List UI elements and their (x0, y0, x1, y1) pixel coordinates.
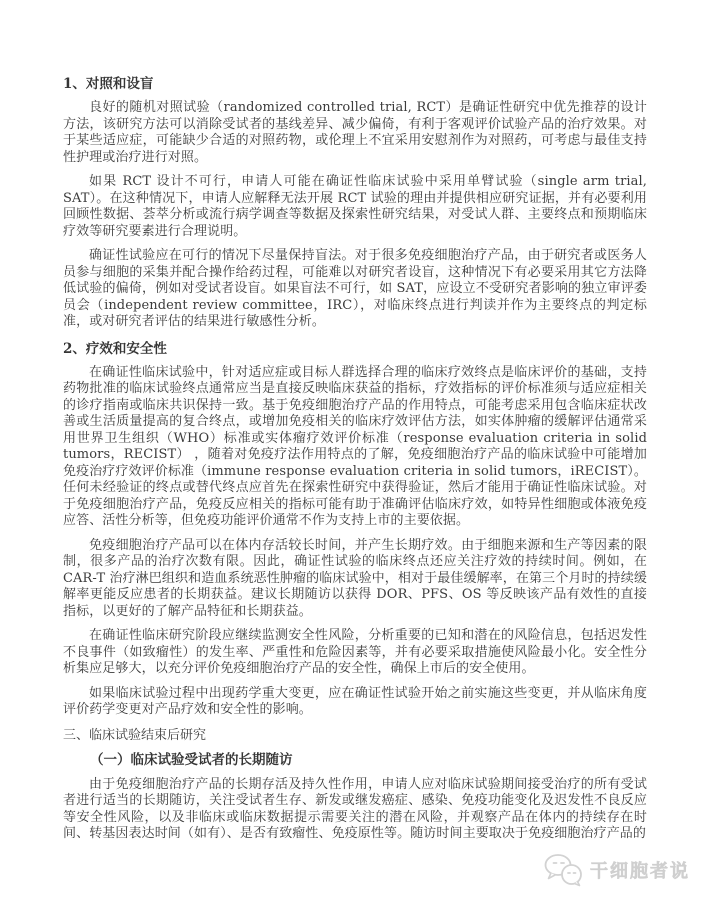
paragraph: 在确证性临床试验中，针对适应症或目标人群选择合理的临床疗效终点是临床评价的基础，支持药物批准的临床试验终点通常应当是直接反映临床获益的指标，疗效指标的评价标准须与适应症相关的诊疗指南或临床共识保持一致。基于免疫细胞治疗产品的作用特点，可能考虑采用包含临床症状改善或生活质量提高的复合终点，或增加免疫相关的临床疗效评估方法，如实体肿瘤的缓解评估通常采用世界卫生组织（WHO）标准或实体瘤疗效评价标准（response evaluation criteria in solid tumors，RECIST） ，随着对免疫疗法作用特点的了解，免疫细胞治疗产品的临床试验中可能增加免疫治疗疗效评价标准（immune response evaluation criteria in solid tumors，iRECIST）。任何未经验证的终点或替代终点应首先在探索性研究中获得验证，然后才能用于确证性临床试验。对于免疫细胞治疗产品，免疫反应相关的指标可能有助于准确评估临床疗效，如特异性细胞或体液免疫应答、活性分析等，但免疫功能评价通常不作为支持上市的主要依据。 (63, 364, 647, 528)
paragraph: 如果 RCT 设计不可行，申请人可能在确证性临床试验中采用单臂试验（single arm trial, SAT）。在这种情况下，申请人应解释无法开展 RCT 试验的理由并提供相应研究证据，并有必要利用回顾性数据、荟萃分析或流行病学调查等数据及探索性研究结果，对受试人群、主要终点和预期临床疗效等研究要素进行合理说明。 (63, 174, 647, 239)
watermark-label: 干细胞者说 (590, 861, 690, 882)
paragraph: 如果临床试验过程中出现药学重大变更，应在确证性试验开始之前实施这些变更，并从临床角度评价药学变更对产品疗效和安全性的影响。 (63, 685, 647, 717)
section-heading-1: 1、对照和设盲 (63, 76, 154, 92)
section-heading-2: 2、疗效和安全性 (63, 340, 167, 357)
chapter-heading-3: 三、临床试验结束后研究 (63, 727, 207, 743)
chat-bubbles-icon (543, 853, 585, 887)
document-page (63, 76, 647, 851)
paragraph: 在确证性临床研究阶段应继续监测安全性风险，分析重要的已知和潜在的风险信息，包括迟发性不良事件（如致瘤性）的发生率、严重性和危险因素等，并有必要采取措施使风险最小化。安全性分析集应足够大，以充分评价免疫细胞治疗产品的安全性，确保上市后的安全使用。 (63, 628, 647, 676)
subsection-heading-1: （一）临床试验受试者的长期随访 (90, 751, 293, 768)
watermark (543, 853, 690, 887)
paragraph: 确证性试验应在可行的情况下尽量保持盲法。对于很多免疫细胞治疗产品，由于研究者或医务人员参与细胞的采集并配合操作给药过程，可能难以对研究者设盲，这种情况下有必要采用其它方法降低试验的偏倚，例如对受试者设盲。如果盲法不可行，如 SAT，应设立不受研究者影响的独立审评委员会（independent review committee，IRC），对临床终点进行判读并作为主要终点的判定标准，或对研究者评估的结果进行敏感性分析。 (63, 248, 647, 329)
paragraph: 免疫细胞治疗产品可以在体内存活较长时间，并产生长期疗效。由于细胞来源和生产等因素的限制，很多产品的治疗次数有限。因此，确证性试验的临床终点还应关注疗效的持续时间。例如，在 CAR-T 治疗淋巴组织和造血系统恶性肿瘤的临床试验中，相对于最佳缓解率，在第三个月时的持续缓解率更能反应患者的长期获益。建议长期随访以获得 DOR、PFS、OS 等反映该产品有效性的直接指标，以更好的了解产品特征和长期获益。 (63, 537, 647, 619)
paragraph: 由于免疫细胞治疗产品的长期存活及持久性作用，申请人应对临床试验期间接受治疗的所有受试者进行适当的长期随访，关注受试者生存、新发或继发癌症、感染、免疫功能变化及迟发性不良反应等安全性风险，以及非临床或临床数据提示需要关注的潜在风险，并观察产品在体内的持续存在时间、转基因表达时间（如有）、是否有致瘤性、免疫原性等。随访时间主要取决于免疫细胞治疗产品的 (63, 776, 647, 841)
paragraph: 良好的随机对照试验（randomized controlled trial, RCT）是确证性研究中优先推荐的设计方法，该研究方法可以消除受试者的基线差异、减少偏倚，有利于客观评价试验产品的治疗效果。对于某些适应症，可能缺少合适的对照药物，或伦理上不宜采用安慰剂作为对照药，可考虑与最佳支持性护理或治疗进行对照。 (63, 100, 647, 165)
